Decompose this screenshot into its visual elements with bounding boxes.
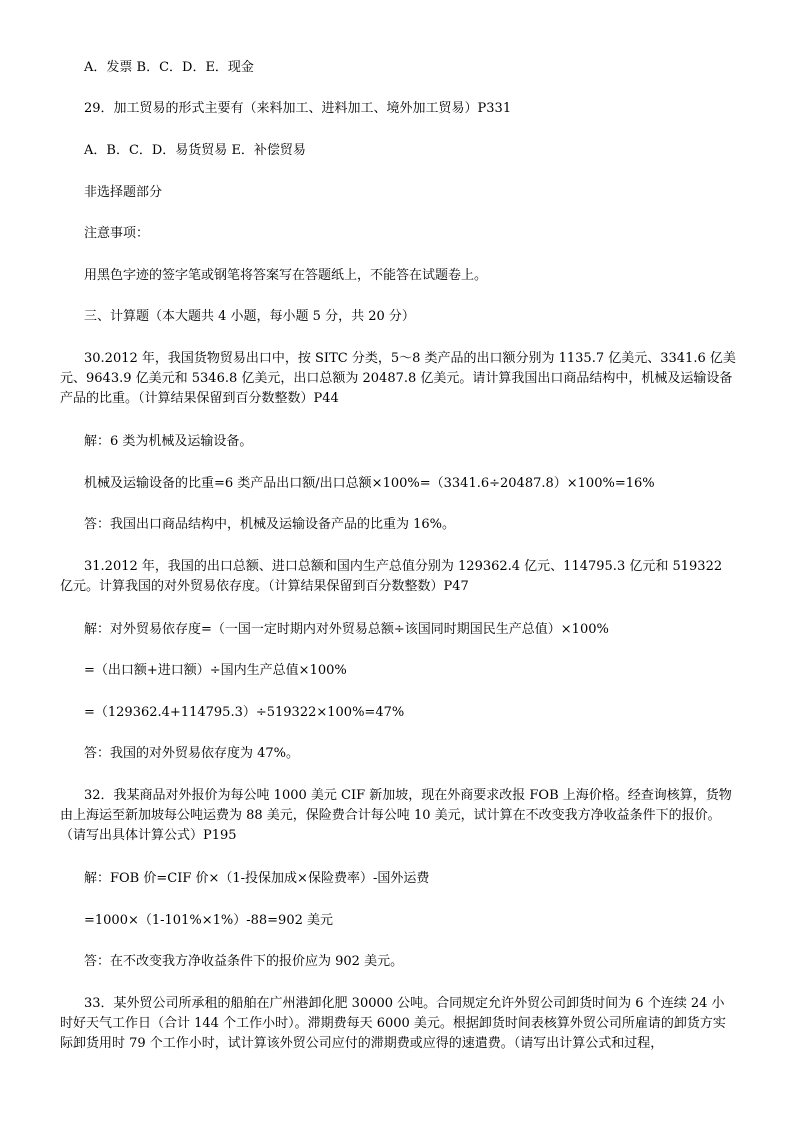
option-line-29: A．B．C．D．易货贸易 E．补偿贸易 — [84, 143, 306, 158]
notice-text: 用黑色字迹的签字笔或钢笔将答案写在答题纸上，不能答在试题卷上。 — [84, 268, 488, 283]
solution-32-line-2: =1000×（1-101%×1%）-88=902 美元 — [84, 913, 333, 928]
question-30: 30.2012 年，我国货物贸易出口中，按 SITC 分类，5～8 类产品的出口额分别为 1135.7 亿美元、3341.6 亿美元、9643.9 亿美元和 5346.8 亿美元，出口总额为 20487.8 亿美元。请计算我国出口商品结构中，机械及运输设备产品的比重。（计算结果保留到百分数整数）P44 — [60, 351, 736, 406]
solution-32-line-1: 解：FOB 价=CIF 价×（1-投保加成×保险费率）-国外运费 — [84, 871, 430, 886]
question-31: 31.2012 年，我国的出口总额、进口总额和国内生产总值分别为 129362.4 亿元、114795.3 亿元和 519322 亿元。计算我国的对外贸易依存度。（计算结果保留到百分数整数）P47 — [60, 559, 723, 594]
section-heading-nonchoice: 非选择题部分 — [84, 185, 163, 200]
solution-31-line-1: 解：对外贸易依存度=（一国一定时期内对外贸易总额÷该国同时期国民生产总值）×100% — [84, 622, 609, 637]
solution-31-line-2: =（出口额+进口额）÷国内生产总值×100% — [84, 663, 347, 678]
solution-30-line-2: 机械及运输设备的比重=6 类产品出口额/出口总额×100%=（3341.6÷20487.8）×100%=16% — [84, 476, 655, 491]
option-line-28: A．发票 B．C．D．E．现金 — [84, 60, 254, 75]
notice-heading: 注意事项： — [84, 226, 150, 241]
solution-31-line-3: =（129362.4+114795.3）÷519322×100%=47% — [84, 705, 405, 720]
solution-30-line-1: 解：6 类为机械及运输设备。 — [84, 434, 253, 449]
question-33: 33．某外贸公司所承租的船舶在广州港卸化肥 30000 公吨。合同规定允许外贸公司卸货时间为 6 个连续 24 小时好天气工作日（合计 144 个工作小时）。滞期费每天 6000 美元。根据卸货时间表核算外贸公司所雇请的卸货方实际卸货用时 79 个工作小时，试计算该外贸公司应付的滞期费或应得的速遣费。（请写出计算公式和过程， — [60, 996, 726, 1051]
section-heading-calculation: 三、计算题（本大题共 4 小题，每小题 5 分，共 20 分） — [84, 309, 415, 324]
answer-30: 答：我国出口商品结构中，机械及运输设备产品的比重为 16%。 — [84, 517, 456, 532]
question-29: 29．加工贸易的形式主要有（来料加工、进料加工、境外加工贸易）P331 — [84, 101, 512, 116]
question-32: 32．我某商品对外报价为每公吨 1000 美元 CIF 新加坡，现在外商要求改报 FOB 上海价格。经查询核算，货物由上海运至新加坡每公吨运费为 88 美元，保险费合计每公吨 10 美元，试计算在不改变我方净收益条件下的报价。（请写出具体计算公式）P195 — [60, 788, 732, 843]
answer-32: 答：在不改变我方净收益条件下的报价应为 902 美元。 — [84, 954, 404, 969]
answer-31: 答：我国的对外贸易依存度为 47%。 — [84, 746, 300, 761]
